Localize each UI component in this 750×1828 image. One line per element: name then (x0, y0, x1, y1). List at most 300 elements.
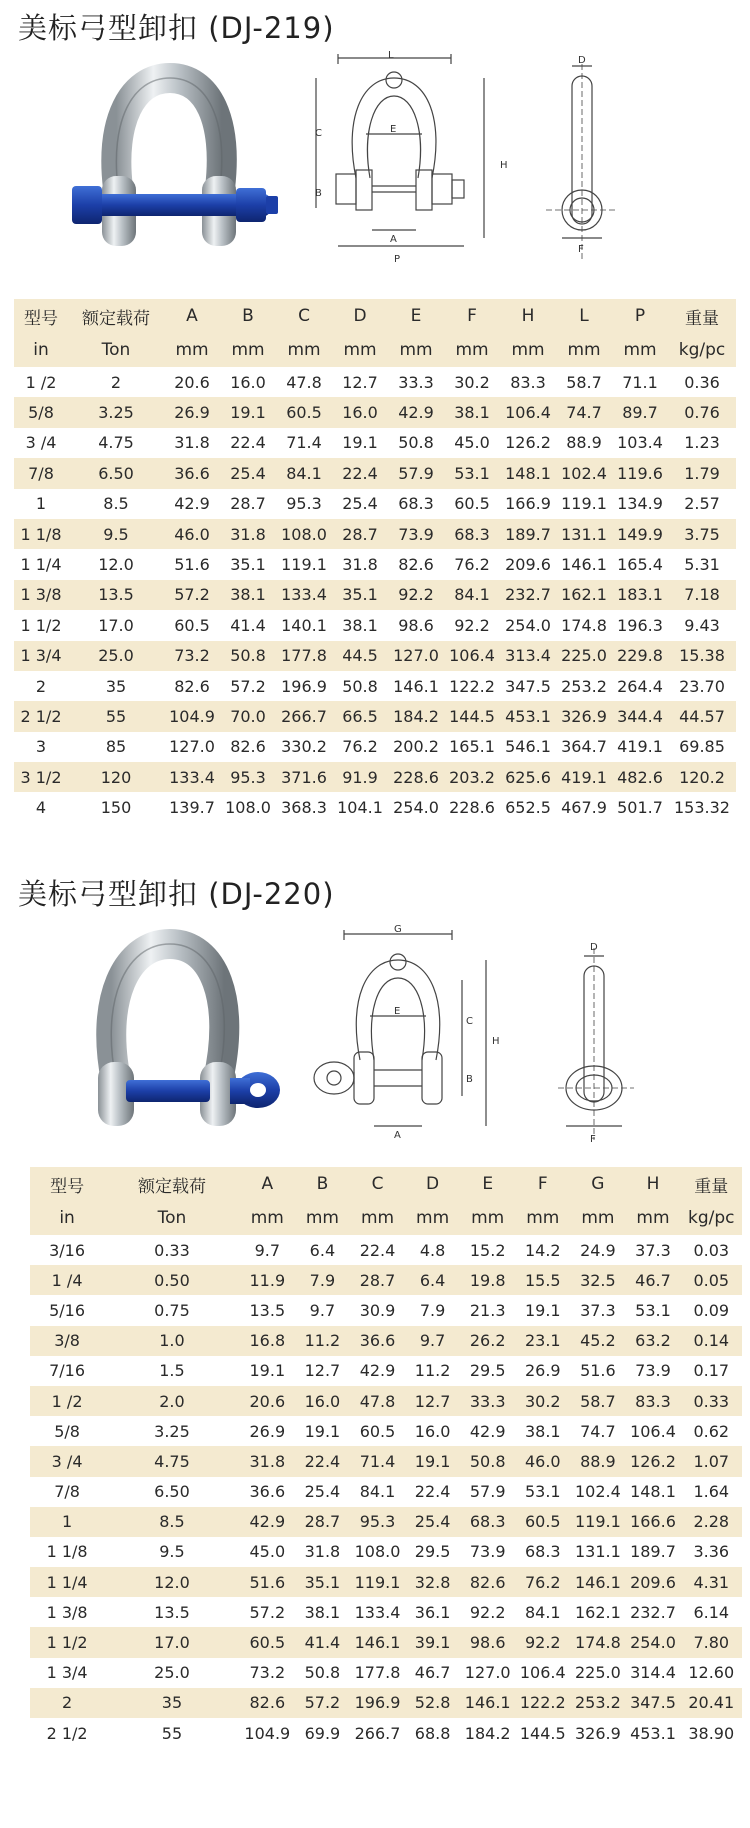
table-cell: 419.1 (617, 737, 663, 757)
table-cell: 0.50 (104, 1265, 240, 1295)
dim-label-E: E (394, 1006, 401, 1017)
table-cell: 165.1 (449, 737, 495, 757)
unit-header: kg/pc (681, 1201, 742, 1235)
section2-title: 美标弓型卸扣 (DJ-220) (18, 877, 335, 911)
table-cell: 19.1 (405, 1446, 460, 1476)
column-header: D (332, 299, 388, 333)
table-cell: 31.8 (342, 555, 378, 575)
spec-table-dj219 (14, 299, 736, 823)
table-cell: 12.0 (98, 555, 134, 575)
table-cell: 71.4 (350, 1446, 405, 1476)
unit-header: mm (295, 1201, 350, 1235)
table-cell: 146.1 (393, 676, 439, 696)
table-cell: 19.1 (249, 1361, 286, 1381)
table-cell: 88.9 (570, 1446, 625, 1476)
column-header: B (295, 1167, 350, 1201)
table-cell: 2 (30, 1688, 104, 1718)
dim-label-G: G (394, 924, 402, 935)
table-header-row (14, 299, 736, 333)
shackle-dj220-photo (80, 930, 290, 1136)
table-cell: 0.62 (693, 1421, 730, 1441)
table-cell: 82.6 (398, 555, 434, 575)
table-cell: 76.2 (515, 1567, 570, 1597)
table-cell: 60.5 (515, 1507, 570, 1537)
table-cell: 31.8 (240, 1446, 295, 1476)
table-cell: 50.8 (460, 1446, 515, 1476)
table-cell: 1 /4 (30, 1265, 104, 1295)
table-cell: 7/8 (54, 1482, 80, 1502)
table-cell: 7/16 (49, 1361, 86, 1381)
table-cell: 133.4 (164, 762, 220, 792)
table-row (30, 1658, 742, 1688)
table-cell: 12.7 (405, 1386, 460, 1416)
table-cell: 11.9 (240, 1265, 295, 1295)
table-cell: 38.1 (304, 1602, 341, 1622)
table-cell: 131.1 (556, 519, 612, 549)
table-cell: 25.4 (342, 494, 378, 514)
table-cell: 165.4 (617, 555, 663, 575)
column-header: 额定载荷 (68, 299, 164, 333)
table-cell: 53.1 (524, 1482, 561, 1502)
table-cell: 51.6 (240, 1567, 295, 1597)
table-cell: 254.0 (393, 798, 439, 818)
table-cell: 0.09 (693, 1300, 730, 1320)
table-cell: 38.1 (220, 580, 276, 610)
table-cell: 5/8 (14, 397, 68, 427)
table-cell: 3/16 (49, 1240, 86, 1260)
table-cell: 55 (161, 1723, 183, 1743)
table-cell: 20.6 (240, 1386, 295, 1416)
table-row (14, 732, 736, 762)
table-cell: 0.36 (684, 372, 720, 392)
table-row (30, 1265, 742, 1295)
table-cell: 19.1 (524, 1300, 561, 1320)
table-cell: 20.6 (174, 372, 210, 392)
table-cell: 84.1 (444, 580, 500, 610)
table-cell: 253.2 (570, 1688, 625, 1718)
table-cell: 53.1 (635, 1300, 671, 1320)
table-cell: 7.80 (681, 1627, 742, 1657)
unit-header: Ton (68, 333, 164, 367)
table-cell: 326.9 (556, 701, 612, 731)
dim-label-B: B (315, 188, 322, 199)
table-row (30, 1597, 742, 1627)
table-cell: 71.1 (622, 372, 658, 392)
table-cell: 126.2 (505, 433, 551, 453)
table-cell: 31.8 (220, 519, 276, 549)
table-cell: 36.6 (164, 458, 220, 488)
unit-header: Ton (104, 1201, 240, 1235)
table-row (14, 519, 736, 549)
table-row (30, 1295, 742, 1325)
table-cell: 1.07 (681, 1446, 742, 1476)
table-cell: 19.1 (342, 433, 378, 453)
table-cell: 50.8 (220, 641, 276, 671)
table-cell: 1 (30, 1507, 104, 1537)
table-cell: 3/8 (30, 1326, 104, 1356)
table-cell: 133.4 (276, 580, 332, 610)
table-cell: 6.4 (309, 1240, 336, 1260)
table-cell: 8.5 (104, 1507, 240, 1537)
table-cell: 36.1 (414, 1602, 451, 1622)
table-cell: 7.9 (295, 1265, 350, 1295)
table-cell: 23.1 (515, 1326, 570, 1356)
table-cell: 82.6 (460, 1567, 515, 1597)
table-cell: 196.3 (617, 615, 663, 635)
table-cell: 28.7 (230, 494, 266, 514)
table-cell: 209.6 (505, 555, 551, 575)
table-cell: 50.8 (398, 433, 434, 453)
table-row (30, 1386, 742, 1416)
unit-header: mm (625, 1201, 680, 1235)
column-header: A (164, 299, 220, 333)
table-cell: 76.2 (454, 555, 490, 575)
table-cell: 6.50 (154, 1482, 190, 1502)
table-row (30, 1507, 742, 1537)
table-cell: 9.5 (68, 519, 164, 549)
table-cell: 38.90 (688, 1723, 735, 1743)
table-row (14, 671, 736, 701)
table-cell: 2 (35, 676, 47, 696)
table-cell: 1.79 (668, 458, 736, 488)
table-row (14, 580, 736, 610)
table-cell: 174.8 (561, 615, 607, 635)
table-row (14, 458, 736, 488)
table-cell: 6.50 (68, 458, 164, 488)
table-cell: 184.2 (464, 1723, 511, 1743)
table-cell: 37.3 (635, 1240, 671, 1260)
table-cell: 30.2 (515, 1386, 570, 1416)
table-cell: 453.1 (500, 701, 556, 731)
table-cell: 196.9 (350, 1688, 405, 1718)
unit-header: mm (240, 1201, 295, 1235)
table-cell: 119.1 (281, 555, 327, 575)
table-cell: 95.3 (350, 1507, 405, 1537)
unit-header: mm (350, 1201, 405, 1235)
table-body (30, 1235, 742, 1748)
unit-header: mm (570, 1201, 625, 1235)
table-row (14, 367, 736, 397)
table-cell: 108.0 (225, 798, 271, 818)
table-cell: 177.8 (354, 1663, 401, 1683)
table-cell: 232.7 (500, 580, 556, 610)
table-cell: 3.75 (668, 519, 736, 549)
shackle-dj219-front-drawing (316, 50, 526, 272)
table-cell: 106.4 (630, 1421, 676, 1441)
table-row (14, 762, 736, 792)
table-cell: 29.5 (469, 1361, 506, 1381)
table-cell: 467.9 (561, 798, 607, 818)
table-cell: 122.2 (515, 1688, 570, 1718)
table-cell: 254.0 (505, 615, 551, 635)
table-cell: 19.1 (304, 1421, 341, 1441)
table-cell: 314.4 (630, 1663, 676, 1683)
table-cell: 21.3 (469, 1300, 506, 1320)
table-cell: 625.6 (500, 762, 556, 792)
table-cell: 4.31 (681, 1567, 742, 1597)
table-cell: 68.3 (444, 519, 500, 549)
table-cell: 3 1/2 (14, 762, 68, 792)
table-cell: 140.1 (281, 615, 327, 635)
table-cell: 41.4 (295, 1627, 350, 1657)
table-cell: 6.4 (405, 1265, 460, 1295)
table-cell: 37.3 (580, 1300, 616, 1320)
table-cell: 45.0 (249, 1542, 286, 1562)
table-cell: 0.14 (681, 1326, 742, 1356)
table-cell: 0.76 (668, 397, 736, 427)
table-cell: 47.8 (350, 1386, 405, 1416)
table-cell: 45.0 (454, 433, 490, 453)
table-cell: 2 (110, 372, 122, 392)
table-row (14, 792, 736, 822)
table-cell: 12.60 (688, 1663, 735, 1683)
unit-header: mm (405, 1201, 460, 1235)
table-cell: 35.1 (295, 1567, 350, 1597)
table-cell: 209.6 (625, 1567, 680, 1597)
column-header: L (556, 299, 612, 333)
table-cell: 344.4 (612, 701, 668, 731)
column-header: E (460, 1167, 515, 1201)
table-cell: 1 1/2 (20, 615, 62, 635)
table-cell: 266.7 (276, 701, 332, 731)
column-header: C (276, 299, 332, 333)
table-cell: 42.9 (388, 397, 444, 427)
table-cell: 92.2 (454, 615, 490, 635)
column-header: H (625, 1167, 680, 1201)
table-cell: 13.5 (68, 580, 164, 610)
table-row (14, 641, 736, 671)
table-cell: 70.0 (220, 701, 276, 731)
table-cell: 16.0 (230, 372, 266, 392)
dim-label-A: A (390, 234, 397, 245)
table-cell: 501.7 (617, 798, 663, 818)
table-cell: 29.5 (414, 1542, 451, 1562)
table-cell: 146.1 (350, 1627, 405, 1657)
table-cell: 32.5 (570, 1265, 625, 1295)
table-row (30, 1718, 742, 1748)
table-cell: 122.2 (449, 676, 495, 696)
table-cell: 26.9 (249, 1421, 286, 1441)
table-cell: 35.1 (230, 555, 266, 575)
table-cell: 419.1 (556, 762, 612, 792)
column-header: P (612, 299, 668, 333)
table-cell: 127.0 (464, 1663, 511, 1683)
table-cell: 26.9 (164, 397, 220, 427)
table-cell: 253.2 (561, 676, 607, 696)
table-cell: 73.9 (635, 1361, 671, 1381)
column-header: 重量 (668, 299, 736, 333)
table-cell: 74.7 (556, 397, 612, 427)
table-cell: 228.6 (449, 798, 495, 818)
table-cell: 11.2 (295, 1326, 350, 1356)
table-cell: 98.6 (398, 615, 434, 635)
table-cell: 16.0 (295, 1386, 350, 1416)
table-cell: 0.03 (693, 1240, 730, 1260)
table-cell: 4.75 (104, 1446, 240, 1476)
table-cell: 92.2 (388, 580, 444, 610)
table-cell: 103.4 (617, 433, 663, 453)
table-cell: 1.23 (684, 433, 720, 453)
table-cell: 264.4 (617, 676, 663, 696)
table-cell: 47.8 (286, 372, 322, 392)
column-header: F (444, 299, 500, 333)
table-cell: 28.7 (332, 519, 388, 549)
dim-label-D: D (578, 55, 586, 66)
table-cell: 33.3 (460, 1386, 515, 1416)
table-cell: 1 /2 (25, 372, 57, 392)
table-cell: 177.8 (276, 641, 332, 671)
table-cell: 5.31 (684, 555, 720, 575)
table-cell: 347.5 (625, 1688, 680, 1718)
unit-header: mm (276, 333, 332, 367)
table-cell: 371.6 (276, 762, 332, 792)
table-cell: 38.1 (342, 615, 378, 635)
dim-label-A: A (394, 1130, 401, 1141)
dim-label-F: F (578, 244, 584, 255)
table-row (30, 1688, 742, 1718)
table-cell: 225.0 (556, 641, 612, 671)
table-cell: 108.0 (354, 1542, 401, 1562)
table-cell: 5/8 (54, 1421, 80, 1441)
table-cell: 46.0 (164, 519, 220, 549)
table-cell: 22.4 (295, 1446, 350, 1476)
table-cell: 120.2 (668, 762, 736, 792)
table-cell: 53.1 (444, 458, 500, 488)
column-header: C (350, 1167, 405, 1201)
table-cell: 119.1 (350, 1567, 405, 1597)
table-cell: 16.8 (240, 1326, 295, 1356)
table-cell: 106.4 (500, 397, 556, 427)
table-cell: 73.9 (388, 519, 444, 549)
unit-header: in (30, 1201, 104, 1235)
table-cell: 1.5 (159, 1361, 185, 1381)
column-header: E (388, 299, 444, 333)
table-cell: 106.4 (444, 641, 500, 671)
shackle-dj219-photo (70, 66, 280, 262)
spec-table-dj220 (30, 1167, 742, 1748)
table-cell: 20.41 (681, 1688, 742, 1718)
shackle-dj220-side-drawing (558, 930, 648, 1156)
table-cell: 31.8 (174, 433, 210, 453)
table-row (30, 1416, 742, 1446)
table-cell: 1.64 (693, 1482, 730, 1502)
table-cell: 57.2 (295, 1688, 350, 1718)
table-cell: 25.4 (304, 1482, 341, 1502)
table-cell: 38.1 (444, 397, 500, 427)
table-cell: 57.9 (388, 458, 444, 488)
table-cell: 58.7 (566, 372, 602, 392)
table-cell: 25.4 (220, 458, 276, 488)
table-cell: 73.9 (469, 1542, 506, 1562)
table-cell: 85 (105, 737, 127, 757)
unit-header: mm (556, 333, 612, 367)
unit-header: mm (388, 333, 444, 367)
table-cell: 38.1 (524, 1421, 561, 1441)
table-row (30, 1537, 742, 1567)
column-header: G (570, 1167, 625, 1201)
dim-label-F: F (590, 1134, 596, 1145)
table-cell: 36.6 (249, 1482, 286, 1502)
table-cell: 92.2 (469, 1602, 506, 1622)
table-cell: 92.2 (515, 1627, 570, 1657)
table-cell: 55 (68, 701, 164, 731)
table-cell: 1 3/4 (14, 641, 68, 671)
table-cell: 31.8 (304, 1542, 341, 1562)
table-cell: 0.05 (681, 1265, 742, 1295)
table-cell: 2.57 (684, 494, 720, 514)
table-cell: 13.5 (249, 1300, 286, 1320)
table-cell: 12.7 (342, 372, 378, 392)
table-cell: 60.5 (454, 494, 490, 514)
table-cell: 8.5 (103, 494, 129, 514)
table-cell: 6.14 (693, 1602, 730, 1622)
table-row (14, 549, 736, 579)
table-cell: 69.9 (304, 1723, 341, 1743)
dim-label-E: E (390, 124, 397, 135)
table-cell: 42.9 (240, 1507, 295, 1537)
dim-label-B: B (466, 1074, 473, 1085)
table-cell: 104.9 (164, 701, 220, 731)
table-cell: 51.6 (580, 1361, 616, 1381)
table-cell: 33.3 (398, 372, 434, 392)
table-cell: 2 1/2 (14, 701, 68, 731)
table-cell: 13.5 (154, 1602, 190, 1622)
table-cell: 313.4 (500, 641, 556, 671)
table-cell: 46.0 (515, 1446, 570, 1476)
table-cell: 44.5 (332, 641, 388, 671)
table-cell: 228.6 (388, 762, 444, 792)
table-cell: 25.0 (154, 1663, 190, 1683)
table-row (30, 1477, 742, 1507)
table-cell: 1 /2 (30, 1386, 104, 1416)
shackle-dj219-side-drawing (536, 52, 626, 272)
table-cell: 108.0 (276, 519, 332, 549)
table-cell: 1 3/8 (14, 580, 68, 610)
table-cell: 200.2 (393, 737, 439, 757)
table-cell: 12.7 (304, 1361, 341, 1381)
table-cell: 82.6 (240, 1688, 295, 1718)
table-cell: 68.8 (414, 1723, 451, 1743)
table-cell: 3.25 (154, 1421, 190, 1441)
table-cell: 95.3 (286, 494, 322, 514)
table-cell: 134.9 (617, 494, 663, 514)
table-cell: 229.8 (612, 641, 668, 671)
table-cell: 364.7 (561, 737, 607, 757)
table-cell: 63.2 (625, 1326, 680, 1356)
table-cell: 126.2 (625, 1446, 680, 1476)
table-cell: 7/8 (14, 458, 68, 488)
table-cell: 73.2 (249, 1663, 286, 1683)
table-cell: 120 (68, 762, 164, 792)
table-cell: 102.4 (574, 1482, 621, 1502)
table-row (14, 428, 736, 458)
table-cell: 133.4 (354, 1602, 401, 1622)
table-cell: 9.43 (684, 615, 720, 635)
table-cell: 14.2 (524, 1240, 561, 1260)
table-cell: 106.4 (519, 1663, 566, 1683)
table-cell: 16.0 (332, 397, 388, 427)
table-cell: 26.9 (524, 1361, 561, 1381)
unit-header: mm (332, 333, 388, 367)
table-cell: 119.1 (570, 1507, 625, 1537)
table-cell: 57.2 (249, 1602, 286, 1622)
column-header: 型号 (14, 299, 68, 333)
table-cell: 3.25 (68, 397, 164, 427)
table-cell: 68.3 (398, 494, 434, 514)
table-row (30, 1567, 742, 1597)
table-cell: 22.4 (414, 1482, 451, 1502)
table-row (30, 1356, 742, 1386)
